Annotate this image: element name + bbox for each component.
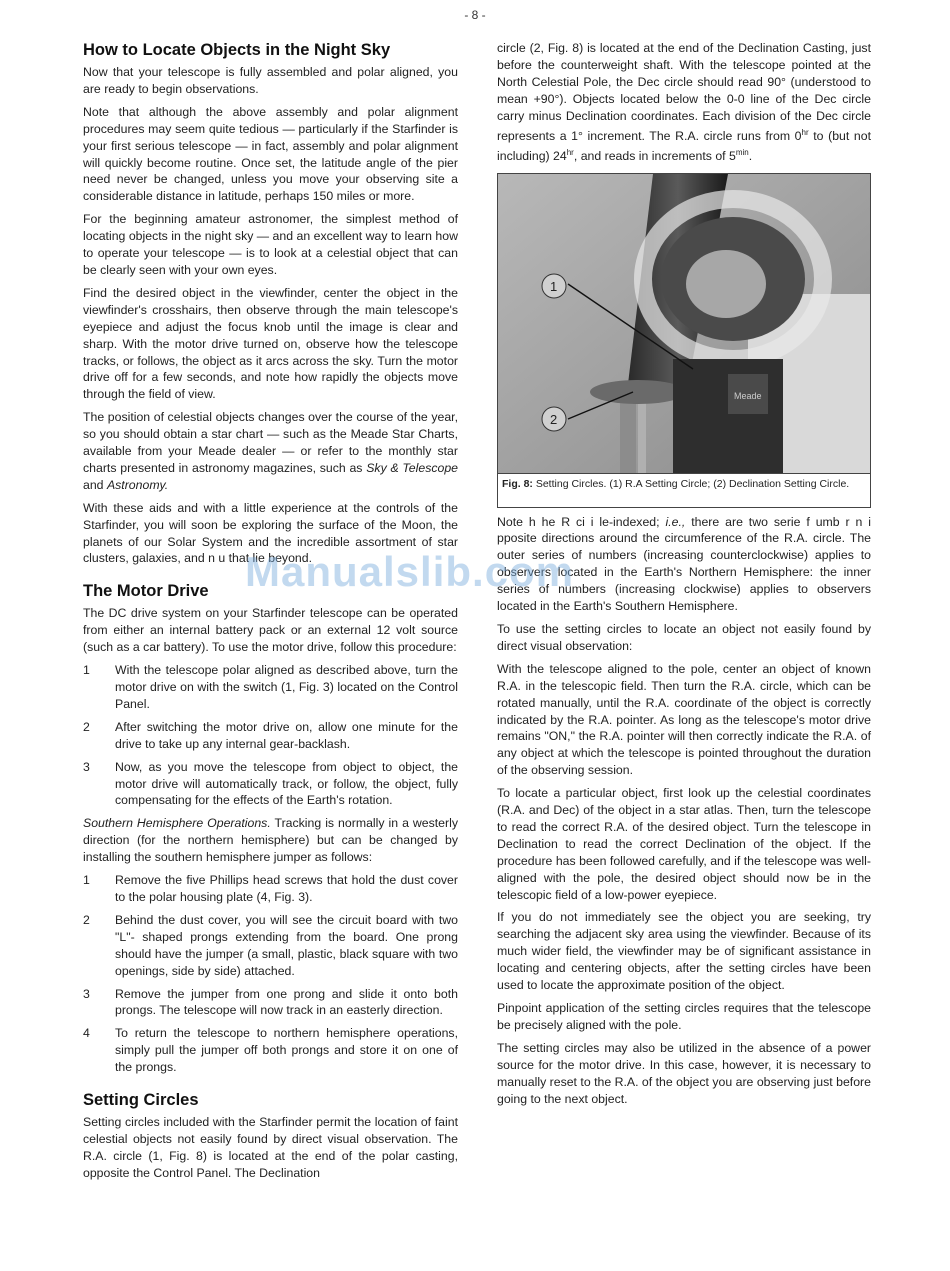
- paragraph: If you do not immediately see the object you are seeking, try searching the adjacent sky area using the viewfinder. Because of its much wider field, the viewfinder may be of significant assistance in locating and centering objects, after the setting circles have been used to locate the approximate position of the object.: [497, 910, 871, 993]
- superscript: hr: [566, 147, 574, 157]
- text: Tracking is normally in a westerly direction (for the northern hemisphere) but can be changed by installing the southern hemisphere jumper as follows:: [83, 816, 458, 865]
- list-item: [83, 759, 458, 810]
- text: and: [83, 477, 107, 492]
- magazine-title: Astronomy.: [106, 477, 169, 492]
- figure-setting-circles: [497, 173, 871, 508]
- list-number: 1: [83, 873, 90, 888]
- paragraph: Setting circles included with the Starfinder permit the location of faint celestial objects not easily found by direct visual observation. The R.A. circle (1, Fig. 8) is located at the end of the polar casting, opposite the Control Panel. The Declination: [83, 1115, 458, 1180]
- text: circle (2, Fig. 8) is located at the end of the Declination Casting, just before the counterweight shaft. With the telescope pointed at the North Celestial Pole, the Dec circle should read 90° (understood to mean +90°). Objects located below the 0-0 line of the Dec circle carry minus Declination coordinates. Each division of the Dec circle represents a 1° increment. The R.A. circle runs from 0: [497, 41, 871, 143]
- list-number: 3: [83, 986, 90, 1001]
- left-column: [83, 40, 458, 1188]
- text: Note h he R ci i le-indexed;: [497, 514, 666, 529]
- list-item: [83, 662, 458, 713]
- paragraph-southern-hemisphere: [83, 815, 458, 866]
- list-text: Now, as you move the telescope from object to object, the motor drive will automatically track, or follow, the object, fully compensating for the effects of the Earth's rotation.: [115, 759, 458, 808]
- text: there are two serie f umb r n i pposite directions around the circumference of the R.A. circle. The outer series of numbers (increasing counterclockwise) applies to observers located in the Earth's Northern Hemisphere: the inner series of numbers (increasing clockwise) applies to observers located in the Earth's Southern Hemisphere.: [497, 514, 872, 614]
- list-text: Remove the five Phillips head screws that hold the dust cover to the polar housing plate (4, Fig. 3).: [115, 873, 458, 904]
- figure-caption: [498, 473, 870, 507]
- paragraph-star-charts: [83, 409, 458, 494]
- list-item: [83, 986, 458, 1020]
- text: .: [748, 148, 753, 163]
- paragraph: To locate a particular object, first look up the celestial coordinates (R.A. and Dec) of the object in a star atlas. Then, turn the telescope to read the correct R.A. of the desired object. Turn the telescope in Declination to read the correct Declination of the object. If the procedure has been followed carefully, and if the telescope was well-aligned with the pole, the desired object should now be in the telescopic field of a low-power eyepiece.: [497, 786, 871, 902]
- magazine-title: Sky & Telescope: [366, 460, 459, 475]
- paragraph-dec-circle: [497, 40, 871, 165]
- heading-motor-drive: The Motor Drive: [83, 582, 209, 601]
- text: to (but not including) 24: [497, 128, 872, 163]
- superscript: min: [735, 147, 749, 157]
- figure-label: Fig. 8:: [502, 477, 533, 490]
- callout-2: 2: [550, 411, 558, 427]
- paragraph: To use the setting circles to locate an object not easily found by direct visual observation:: [497, 621, 871, 653]
- paragraph: Note that although the above assembly and polar alignment procedures may seem quite tedious — particularly if the Starfinder is your first serious telescope — in fact, assembly and polar alignment will quickly become routine. Once set, the latitude angle of the pier need never be changed, unless you move your observing site a considerable distance in latitude, perhaps 150 miles or more.: [83, 104, 458, 204]
- list-item: [83, 872, 458, 906]
- list-text: Remove the jumper from one prong and slide it onto both prongs. The telescope will now track in an easterly direction.: [115, 986, 458, 1018]
- list-number: 1: [83, 663, 90, 678]
- list-text: After switching the motor drive on, allow one minute for the drive to take up any internal gear-backlash.: [115, 719, 458, 751]
- italic-lead: Southern Hemisphere Operations.: [83, 816, 271, 831]
- list-item: [83, 1025, 458, 1076]
- list-item: [83, 719, 458, 753]
- italic-text: i.e.,: [665, 514, 686, 529]
- heading-locate-objects: How to Locate Objects in the Night Sky: [83, 41, 391, 59]
- list-number: 2: [83, 912, 90, 927]
- right-column: [497, 40, 871, 1113]
- paragraph: The setting circles may also be utilized in the absence of a power source for the motor drive. In this case, however, it is necessary to manually reset to the R.A. of the object you are observing just before going to the next object.: [497, 1040, 871, 1106]
- paragraph: Find the desired object in the viewfinder, center the object in the viewfinder's crosshairs, then observe through the main telescope's eyepiece and adjust the focus knob until the image is clear and sharp. With the motor drive turned on, observe how the telescope tracks, or follows, the object as it arcs across the sky. Turn the motor drive off for a few seconds, and note how rapidly the objects move through the field of view.: [83, 285, 458, 402]
- watermark: Manualslib.com: [245, 548, 575, 595]
- paragraph: The DC drive system on your Starfinder telescope can be operated from either an internal battery pack or an external 12 volt source (such as a car battery). To use the motor drive, follow this procedure:: [83, 606, 458, 655]
- paragraph: With these aids and with a little experience at the controls of the Starfinder, you will soon be exploring the surface of the Moon, the planets of our Solar System and the incredible assortment of star clusters, galaxies, and n u that lie beyond.: [83, 500, 458, 566]
- page-number: - 8 -: [464, 8, 486, 22]
- list-text: Behind the dust cover, you will see the circuit board with two "L"- shaped prongs extending from the board. One prong should have the jumper (a small, plastic, black square with two openings, side by side) attached.: [115, 912, 458, 978]
- list-text: To return the telescope to northern hemisphere operations, simply pull the jumper off both prongs and store it on one of the prongs.: [115, 1026, 458, 1075]
- meade-logo-text: Meade: [734, 390, 762, 401]
- paragraph: With the telescope aligned to the pole, center an object of known R.A. in the telescopic field. Then turn the R.A. circle, which can be rotated manually, until the R.A. coordinate of the object is correctly indicated by the R.A. pointer. As long as the telescope's motor drive remains "ON," the R.A. pointer will then correctly indicate the R.A. of any object at which the telescope is pointed throughout the duration of the observing session.: [497, 661, 871, 778]
- list-number: 4: [83, 1026, 90, 1041]
- list-item: [83, 912, 458, 980]
- list-number: 2: [83, 719, 90, 734]
- paragraph: For the beginning amateur astronomer, the simplest method of locating objects in the night sky — and an excellent way to learn how to operate your telescope — is to look at a celestial object that can be clearly seen with your own eyes.: [83, 212, 458, 277]
- text: The position of celestial objects changes over the course of the year, so you should obtain a star chart — such as the Meade Star Charts, available from your Meade dealer — or refer to the monthly star charts presented in astronomy magazines, such as: [83, 410, 458, 475]
- list-text: With the telescope polar aligned as described above, turn the motor drive on with the switch (1, Fig. 3) located on the Control Panel.: [115, 663, 458, 711]
- heading-setting-circles: Setting Circles: [83, 1091, 199, 1110]
- callout-1: 1: [550, 278, 558, 294]
- list-number: 3: [83, 759, 90, 774]
- paragraph-double-indexed: [497, 514, 871, 615]
- paragraph: Now that your telescope is fully assembled and polar aligned, you are ready to begin observations.: [83, 65, 458, 96]
- superscript: hr: [801, 127, 809, 137]
- text: , and reads in increments of 5: [573, 148, 736, 163]
- paragraph: Pinpoint application of the setting circles requires that the telescope be precisely aligned with the pole.: [497, 1001, 871, 1032]
- caption-text: Setting Circles. (1) R.A Setting Circle; (2) Declination Setting Circle.: [532, 477, 850, 490]
- telescope-photo: [498, 174, 871, 475]
